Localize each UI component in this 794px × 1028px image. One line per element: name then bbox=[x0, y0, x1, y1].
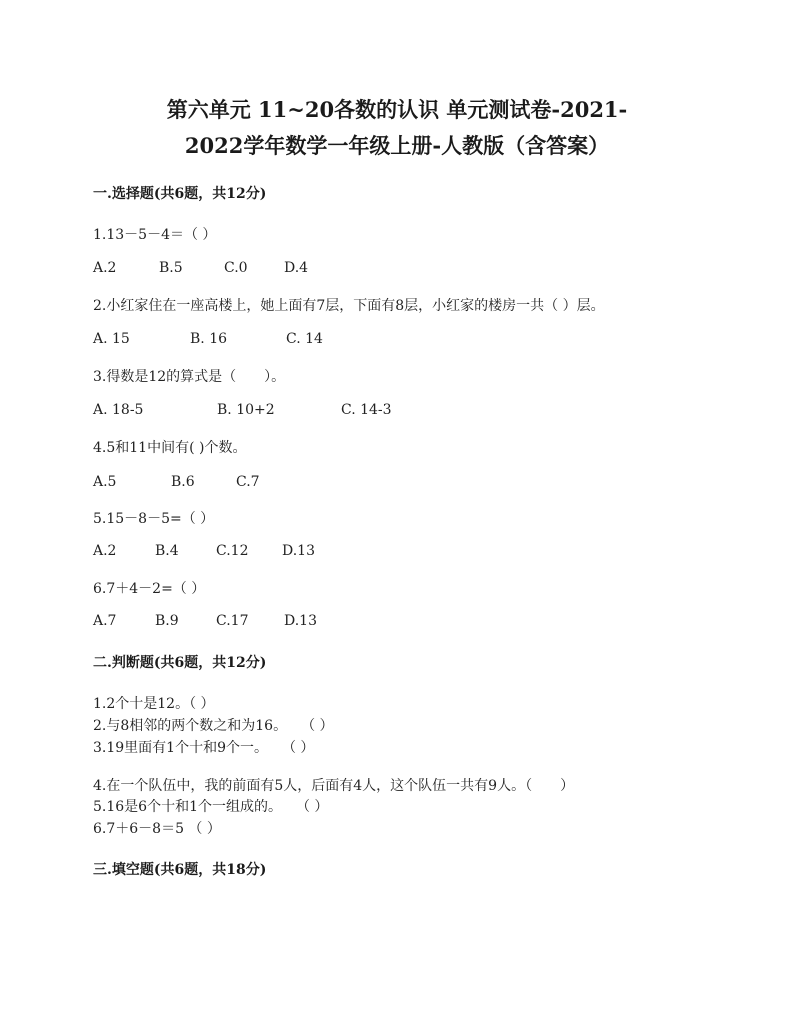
option-a: A. 15 bbox=[93, 331, 130, 347]
option-a: A.7 bbox=[93, 613, 117, 629]
option-a: A. 18-5 bbox=[93, 402, 144, 418]
option-a: A.2 bbox=[93, 543, 117, 559]
option-b: B.5 bbox=[159, 260, 183, 276]
document-title-line-1: 第六单元 11~20各数的认识 单元测试卷-2021- bbox=[166, 97, 628, 122]
section-heading-judge: 二.判断题(共6题，共12分) bbox=[93, 655, 267, 671]
judge-question-5: 5.16是6个十和1个一组成的。 （ ） bbox=[93, 799, 329, 815]
section-heading-choice: 一.选择题(共6题，共12分) bbox=[93, 186, 267, 202]
choice-question-1: 1.13－5－4＝（ ） bbox=[93, 227, 217, 243]
judge-question-2: 2.与8相邻的两个数之和为16。 （ ） bbox=[93, 718, 334, 734]
option-a: A.2 bbox=[93, 260, 117, 276]
option-c: C.12 bbox=[216, 543, 249, 559]
option-d: D.13 bbox=[284, 613, 317, 629]
judge-question-3: 3.19里面有1个十和9个一。 （ ） bbox=[93, 740, 315, 756]
option-b: B. 16 bbox=[190, 331, 228, 347]
option-c: C. 14-3 bbox=[341, 402, 392, 418]
option-b: B. 10+2 bbox=[217, 402, 275, 418]
document-title-line-2: 2022学年数学一年级上册-人教版（含答案） bbox=[184, 133, 610, 158]
choice-question-5: 5.15－8－5=（ ） bbox=[93, 511, 215, 527]
judge-question-6: 6.7＋6－8＝5 （ ） bbox=[93, 821, 221, 837]
option-b: B.9 bbox=[155, 613, 179, 629]
option-d: D.13 bbox=[282, 543, 315, 559]
option-b: B.4 bbox=[155, 543, 179, 559]
option-c: C.7 bbox=[236, 474, 260, 490]
choice-question-4: 4.5和11中间有( )个数。 bbox=[93, 440, 247, 456]
choice-question-3: 3.得数是12的算式是（ ）。 bbox=[93, 369, 286, 385]
option-d: D.4 bbox=[284, 260, 309, 276]
option-c: C.17 bbox=[216, 613, 249, 629]
section-heading-fill: 三.填空题(共6题，共18分) bbox=[93, 862, 267, 878]
judge-question-4: 4.在一个队伍中，我的前面有5人，后面有4人，这个队伍一共有9人。（ ） bbox=[93, 778, 575, 794]
choice-question-6: 6.7＋4－2=（ ） bbox=[93, 581, 206, 597]
option-a: A.5 bbox=[93, 474, 117, 490]
option-c: C. 14 bbox=[286, 331, 323, 347]
option-c: C.0 bbox=[224, 260, 248, 276]
option-b: B.6 bbox=[171, 474, 195, 490]
judge-question-1: 1.2个十是12。（ ） bbox=[93, 696, 215, 712]
choice-question-2: 2.小红家住在一座高楼上，她上面有7层，下面有8层，小红家的楼房一共（ ）层。 bbox=[93, 298, 605, 314]
